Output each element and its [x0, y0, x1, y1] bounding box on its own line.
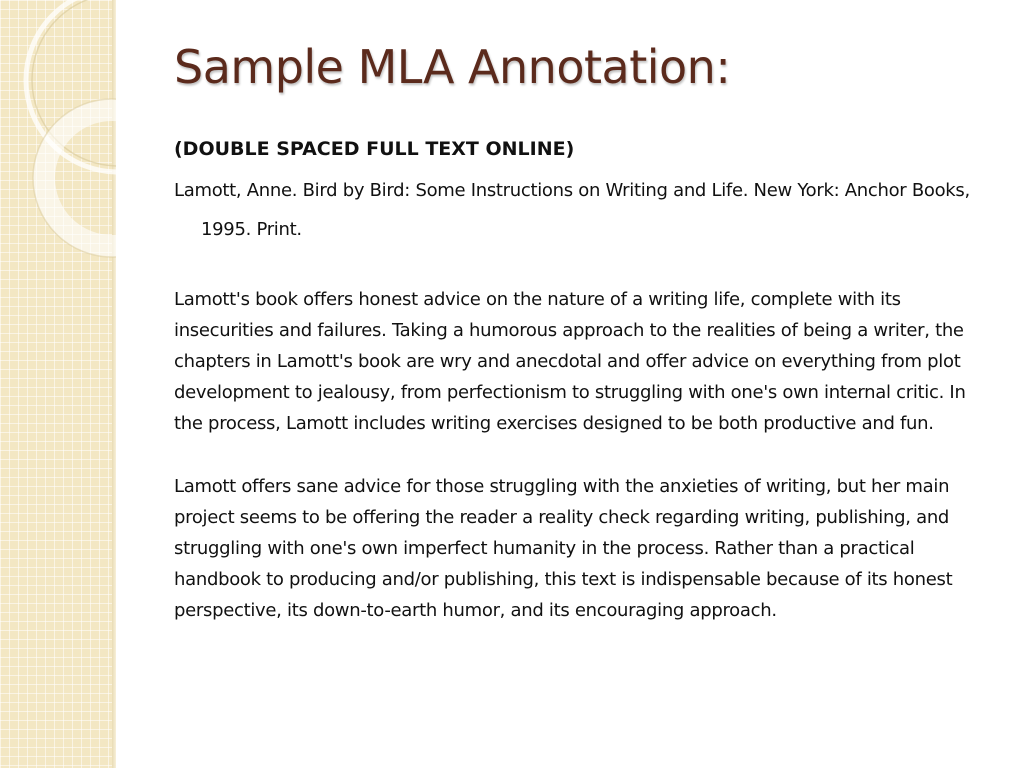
annotation-paragraph-2: Lamott offers sane advice for those struggling with the anxieties of writing, but her main project seems to be offering the reader a reality check regarding writing, publishing, and struggling with one's own imperfect humanity in the process. Rather than a practical handbook to producing and/or publishing, this text is indispensable because of its honest perspective, its down-to-earth humor, and its encouraging approach. [174, 476, 953, 621]
circle-ornament-icon [0, 0, 116, 300]
annotation-paragraph-1: Lamott's book offers honest advice on the nature of a writing life, complete with its insecurities and failures. Taking a humorous approach to the realities of being a writer, the chapters in Lamott's book are wry and anecdotal and offer advice on everything from plot development to jealousy, from perfectionism to struggling with one's own internal critic. In the process, Lamott includes writing exercises designed to be both productive and fun. [174, 289, 966, 434]
slide-title: Sample MLA Annotation: [174, 40, 731, 94]
subheading: (DOUBLE SPACED FULL TEXT ONLINE) [174, 138, 575, 160]
mla-citation: Lamott, Anne. Bird by Bird: Some Instructions on Writing and Life. New York: Anchor Books, 1995. Print. [174, 180, 970, 240]
slide-body [174, 135, 989, 626]
